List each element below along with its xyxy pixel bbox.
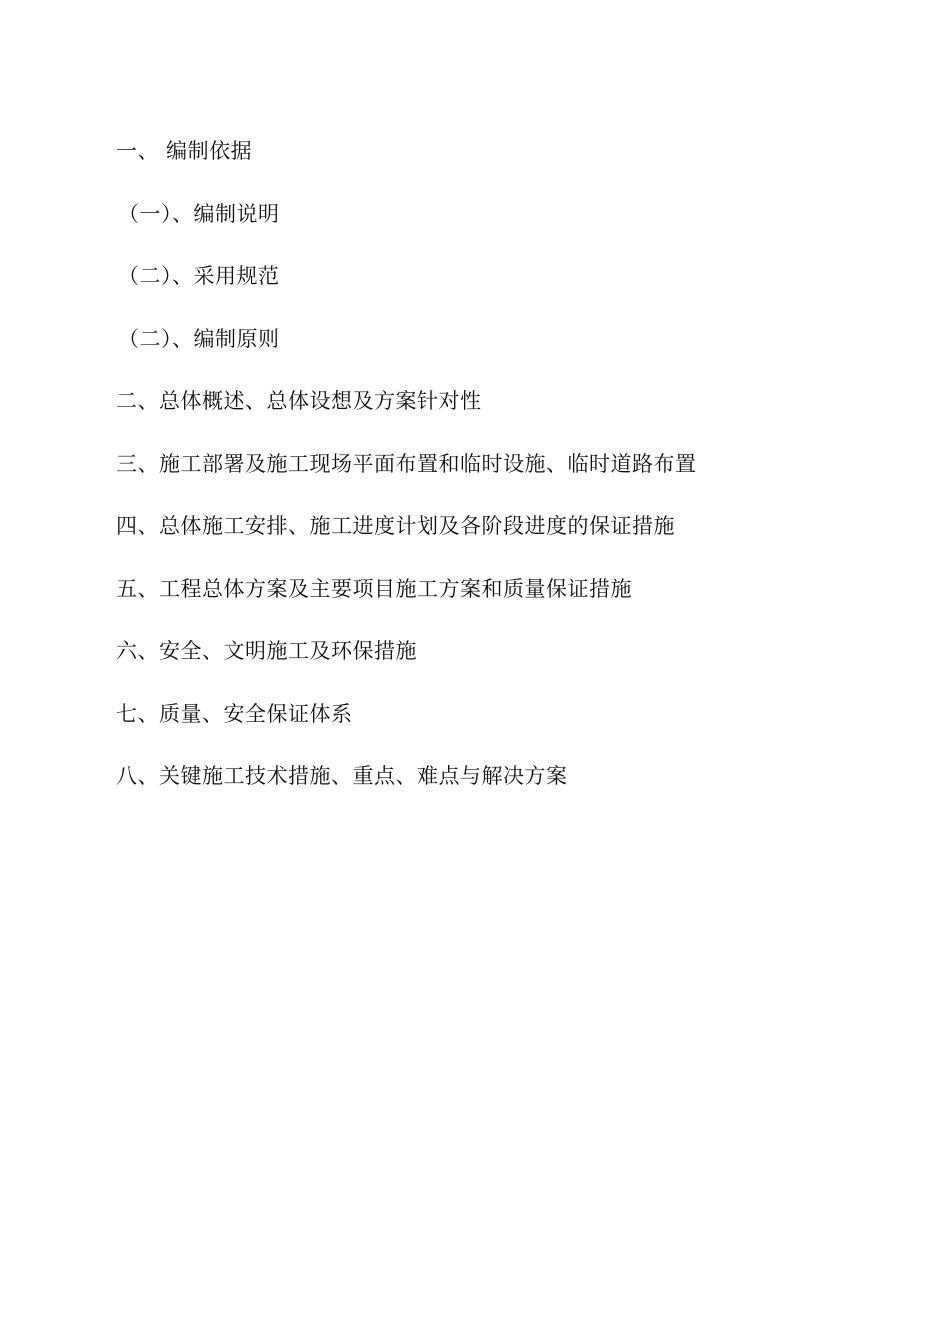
toc-item-7: 七、质量、安全保证体系 xyxy=(116,701,353,726)
toc-item-5: 五、工程总体方案及主要项目施工方案和质量保证措施 xyxy=(116,576,632,601)
toc-item-1-1: （一）、编制说明 xyxy=(118,201,280,226)
toc-item-1-2: （二）、采用规范 xyxy=(118,264,280,288)
toc-item-8: 八、关键施工技术措施、重点、难点与解决方案 xyxy=(116,764,568,788)
table-of-contents xyxy=(116,134,836,822)
toc-item-1-3: （二）、编制原则 xyxy=(118,326,280,351)
toc-item-1: 一、 编制依据 xyxy=(116,139,253,163)
toc-item-3: 三、施工部署及施工现场平面布置和临时设施、临时道路布置 xyxy=(116,451,697,476)
toc-item-2: 二、总体概述、总体设想及方案针对性 xyxy=(116,389,482,413)
toc-item-6: 六、安全、文明施工及环保措施 xyxy=(116,639,417,663)
toc-item-4: 四、总体施工安排、施工进度计划及各阶段进度的保证措施 xyxy=(116,514,675,538)
